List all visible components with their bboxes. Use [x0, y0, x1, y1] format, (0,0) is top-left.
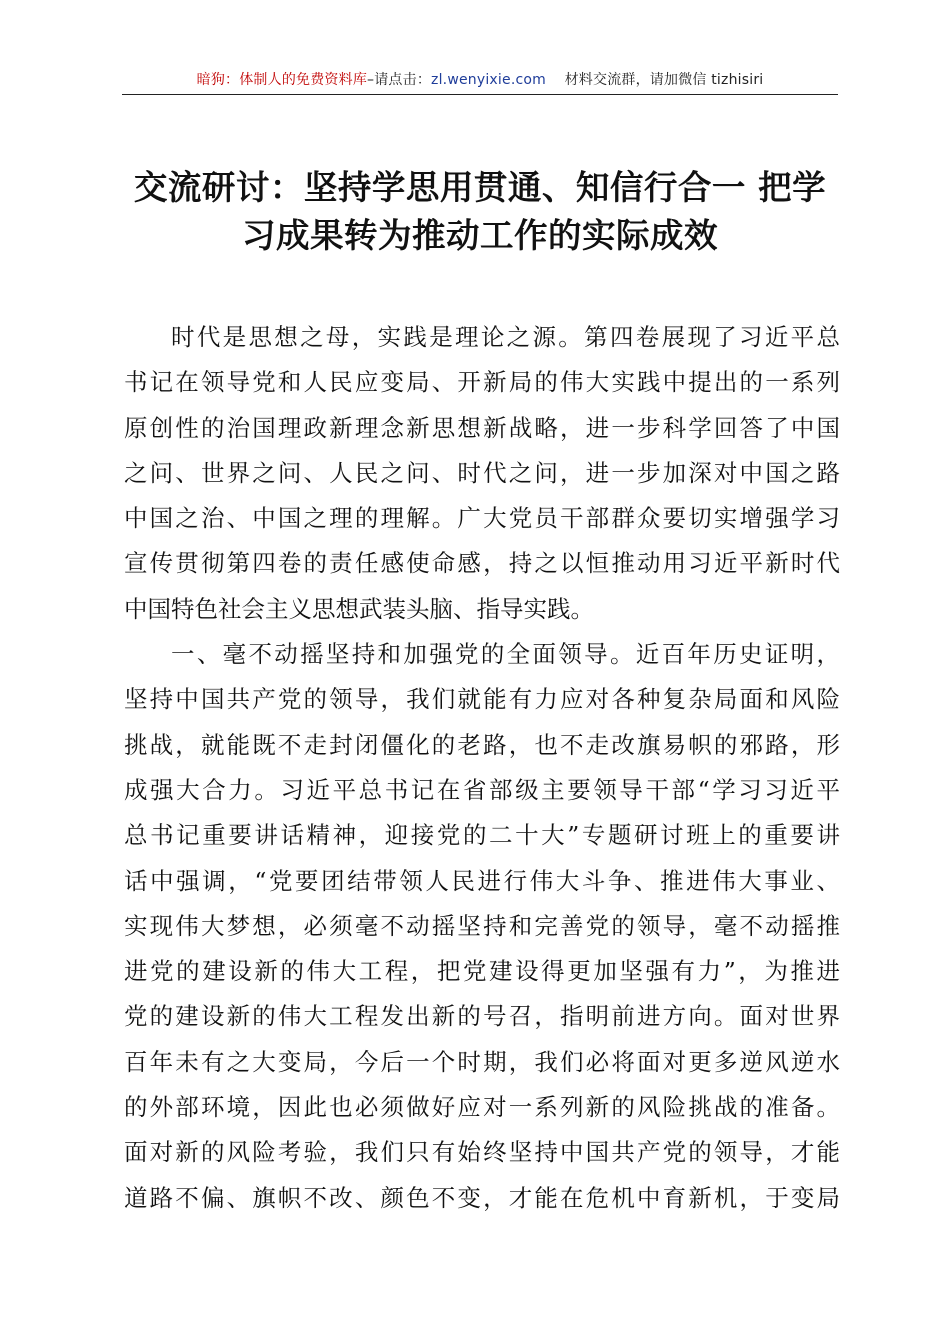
- body-line: 话中强调，“党要团结带领人民进行伟大斗争、推进伟大事业、: [124, 866, 840, 895]
- header-divider: [122, 94, 838, 95]
- document-body: [124, 315, 840, 1221]
- body-line: 党的建设新的伟大工程发出新的号召，指明前进方向。面对世界: [124, 1002, 840, 1031]
- body-line: 中国之治、中国之理的理解。广大党员干部群众要切实增强学习: [124, 504, 840, 533]
- body-line: 实现伟大梦想，必须毫不动摇坚持和完善党的领导，毫不动摇推: [124, 911, 840, 940]
- body-line: 原创性的治国理政新理念新思想新战略，进一步科学回答了中国: [124, 413, 840, 442]
- body-line: 成强大合力。习近平总书记在省部级主要领导干部“学习习近平: [124, 775, 840, 804]
- header-link-prompt: –请点击：: [367, 72, 432, 88]
- body-line: 道路不偏、旗帜不改、颜色不变，才能在危机中育新机，于变局: [124, 1183, 840, 1212]
- body-line: 进党的建设新的伟大工程，把党建设得更加坚强有力”，为推进: [124, 957, 840, 986]
- body-line: 之问、世界之问、人民之问、时代之问，进一步加深对中国之路: [124, 458, 840, 487]
- header-contact: 材料交流群，请加微信 tizhisiri: [564, 72, 764, 88]
- header-url-link[interactable]: zl.wenyixie.com: [431, 72, 546, 88]
- body-line: 的外部环境，因此也必须做好应对一系列新的风险挑战的准备。: [124, 1093, 840, 1122]
- body-line: 坚持中国共产党的领导，我们就能有力应对各种复杂局面和风险: [124, 685, 840, 714]
- body-line: 书记在领导党和人民应变局、开新局的伟大实践中提出的一系列: [124, 368, 840, 397]
- body-line: 中国特色社会主义思想武装头脑、指导实践。: [124, 594, 594, 623]
- body-line: 总书记重要讲话精神，迎接党的二十大”专题研讨班上的重要讲: [124, 821, 840, 850]
- body-line: 宣传贯彻第四卷的责任感使命感，持之以恒推动用习近平新时代: [124, 549, 840, 578]
- title-line: 交流研讨：坚持学思用贯通、知信行合一 把学: [133, 168, 827, 207]
- body-line: 一、毫不动摇坚持和加强党的全面领导。近百年历史证明，: [171, 640, 840, 669]
- title-line: 习成果转为推动工作的实际成效: [242, 216, 718, 255]
- body-line: 百年未有之大变局，今后一个时期，我们必将面对更多逆风逆水: [124, 1047, 840, 1076]
- page-header: [122, 70, 838, 92]
- document-title: [118, 164, 842, 260]
- header-site-name: 暗狗：体制人的免费资料库: [196, 72, 368, 88]
- body-line: 挑战，就能既不走封闭僵化的老路，也不走改旗易帜的邪路，形: [124, 730, 840, 759]
- body-line: 时代是思想之母，实践是理论之源。第四卷展现了习近平总: [171, 323, 840, 351]
- body-line: 面对新的风险考验，我们只有始终坚持中国共产党的领导，才能: [124, 1138, 840, 1167]
